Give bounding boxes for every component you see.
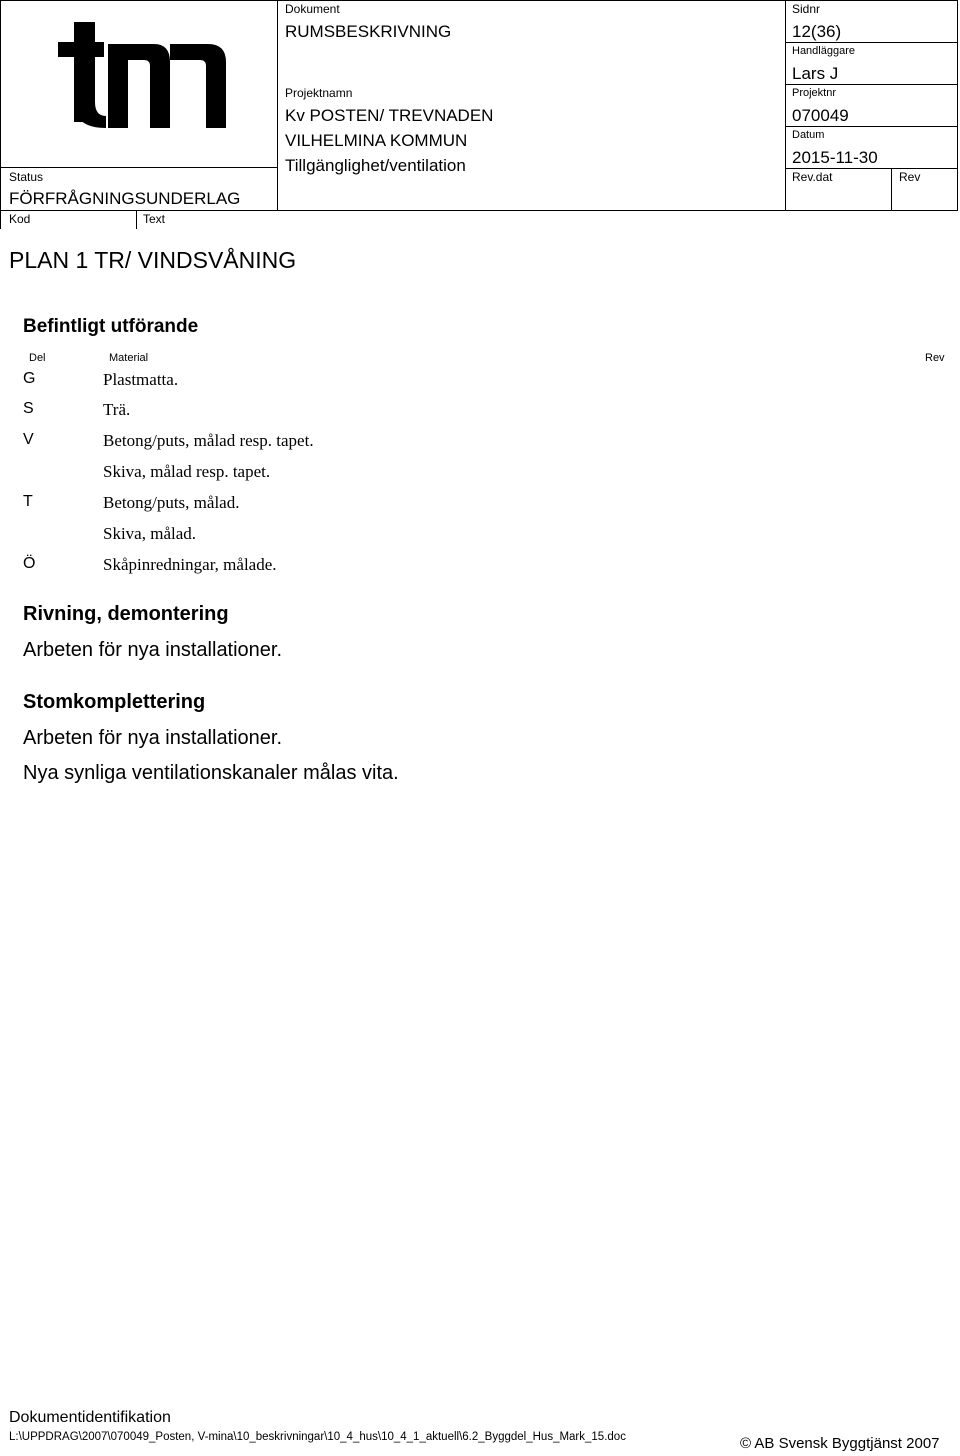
sidnr-value: 12(36) xyxy=(792,22,842,41)
projektnamn-label: Projektnamn xyxy=(285,86,353,100)
table-row-material: Betong/puts, målad. xyxy=(103,493,240,512)
rivning-heading: Rivning, demontering xyxy=(23,603,229,625)
column-header-del: Del xyxy=(29,352,46,364)
projektnamn-line: Tillgänglighet/ventilation xyxy=(285,156,466,175)
status-separator xyxy=(0,167,278,168)
table-row-material: Betong/puts, målad resp. tapet. xyxy=(103,431,314,450)
handlaggare-separator xyxy=(785,84,958,85)
projektnr-label: Projektnr xyxy=(792,87,837,99)
header-left-border xyxy=(0,0,1,229)
table-row-material: Plastmatta. xyxy=(103,370,179,389)
header-right-border xyxy=(957,0,958,211)
datum-separator xyxy=(785,168,958,169)
text-label: Text xyxy=(143,212,166,226)
rev-label: Rev xyxy=(899,170,921,184)
table-row-del: V xyxy=(23,431,34,448)
projektnamn-line: VILHELMINA KOMMUN xyxy=(285,131,468,150)
handlaggare-label: Handläggare xyxy=(792,45,855,57)
revdat-label: Rev.dat xyxy=(792,170,833,184)
tm-logo-graphic xyxy=(58,22,228,132)
rivning-text: Arbeten för nya installationer. xyxy=(23,639,283,661)
table-row-material: Skiva, målad. xyxy=(103,524,197,543)
doc-path: L:\UPPDRAG\2007\070049_Posten, V-mina\10_beskrivningar\10_4_hus\10_4_1_aktuell\6.2_Byggdel_Hus_Mark_15.doc xyxy=(9,1431,626,1443)
status-value: FÖRFRÅGNINGSUNDERLAG xyxy=(9,189,241,208)
header-divider-1 xyxy=(277,0,278,211)
copyright: © AB Svensk Byggtjänst 2007 xyxy=(740,1435,940,1452)
table-row-del: T xyxy=(23,493,33,510)
tm-logo xyxy=(58,22,228,132)
column-header-material: Material xyxy=(109,352,149,364)
table-row-material: Skiva, målad resp. tapet. xyxy=(103,462,271,481)
status-label: Status xyxy=(9,170,44,184)
kod-divider xyxy=(136,210,137,229)
sidnr-label: Sidnr xyxy=(792,2,821,16)
sidnr-separator xyxy=(785,42,958,43)
kod-label: Kod xyxy=(9,212,31,226)
doc-id-label: Dokumentidentifikation xyxy=(9,1409,171,1426)
table-row-del: G xyxy=(23,370,36,387)
header-divider-2 xyxy=(785,0,786,211)
datum-label: Datum xyxy=(792,129,825,141)
rev-divider xyxy=(891,168,892,211)
header-bottom-border xyxy=(0,210,958,211)
projektnamn-line: Kv POSTEN/ TREVNADEN xyxy=(285,106,494,125)
column-header-rev: Rev xyxy=(925,352,945,364)
dokument-value: RUMSBESKRIVNING xyxy=(285,22,452,41)
projektnr-value: 070049 xyxy=(792,106,849,125)
table-row-del: S xyxy=(23,400,34,417)
stomkomplettering-text: Nya synliga ventilationskanaler målas vita. xyxy=(23,762,399,784)
projektnr-separator xyxy=(785,126,958,127)
stomkomplettering-heading: Stomkomplettering xyxy=(23,691,206,713)
datum-value: 2015-11-30 xyxy=(792,148,878,167)
stomkomplettering-text: Arbeten för nya installationer. xyxy=(23,727,283,749)
header-top-border xyxy=(0,0,958,1)
table-row-del: Ö xyxy=(23,555,36,572)
handlaggare-value: Lars J xyxy=(792,64,839,83)
page-title: PLAN 1 TR/ VINDSVÅNING xyxy=(9,247,297,273)
dokument-label: Dokument xyxy=(285,2,340,16)
table-row-material: Trä. xyxy=(103,400,131,419)
table-row-material: Skåpinredningar, målade. xyxy=(103,555,277,574)
befintligt-heading: Befintligt utförande xyxy=(23,316,199,337)
